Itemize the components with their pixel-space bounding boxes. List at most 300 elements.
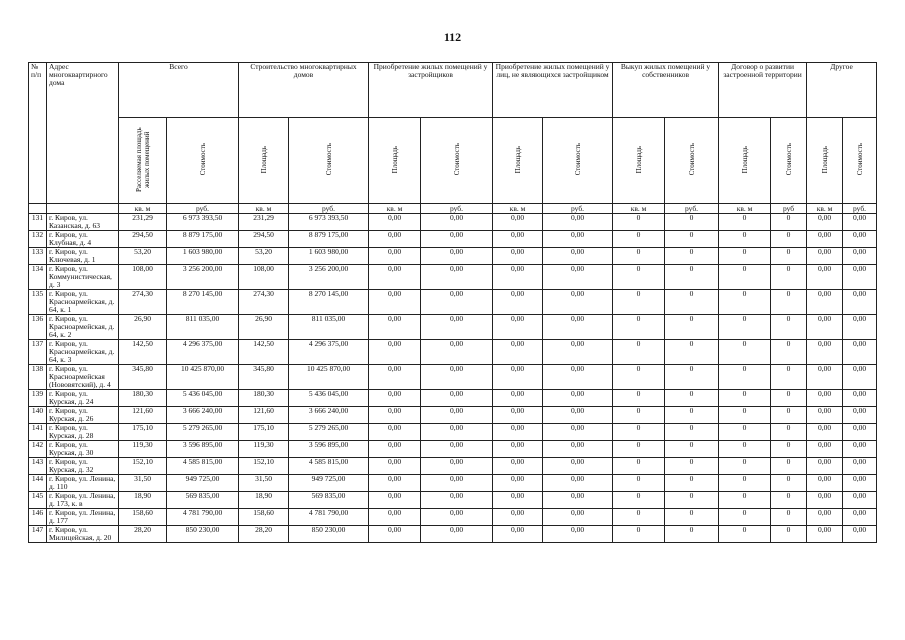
row-value-cell: 0,00 <box>543 424 613 441</box>
row-value-cell: 0 <box>771 315 807 340</box>
page-number: 112 <box>443 30 462 44</box>
row-value-cell: 108,00 <box>119 265 167 290</box>
row-number: 144 <box>29 475 47 492</box>
unit-cell: руб. <box>665 204 719 214</box>
row-value-cell: 0,00 <box>843 458 877 475</box>
row-value-cell: 175,10 <box>239 424 289 441</box>
row-value-cell: 0,00 <box>807 441 843 458</box>
row-value-cell: 0,00 <box>843 475 877 492</box>
row-value-cell: 31,50 <box>119 475 167 492</box>
row-value-cell: 0,00 <box>843 290 877 315</box>
row-value-cell: 0,00 <box>543 407 613 424</box>
row-value-cell: 0,00 <box>807 365 843 390</box>
units-row <box>29 204 877 214</box>
row-value-cell: 231,29 <box>239 214 289 231</box>
row-value-cell: 0 <box>771 407 807 424</box>
row-value-cell: 0,00 <box>493 407 543 424</box>
row-value-cell: 3 596 895,00 <box>167 441 239 458</box>
row-value-cell: 119,30 <box>239 441 289 458</box>
row-value-cell: 0 <box>719 365 771 390</box>
row-value-cell: 158,60 <box>239 509 289 526</box>
row-value-cell: 0,00 <box>493 340 543 365</box>
row-value-cell: 0 <box>665 315 719 340</box>
row-value-cell: 10 425 870,00 <box>167 365 239 390</box>
row-value-cell: 850 230,00 <box>289 526 369 543</box>
header-total: Всего <box>119 63 239 118</box>
header-address: Адрес многоквартирного дома <box>47 63 119 204</box>
row-value-cell: 180,30 <box>119 390 167 407</box>
row-value-cell: 28,20 <box>239 526 289 543</box>
row-value-cell: 0,00 <box>807 407 843 424</box>
row-address: г. Киров, ул. Ключевая, д. 1 <box>47 248 119 265</box>
row-value-cell: 31,50 <box>239 475 289 492</box>
row-value-cell: 0,00 <box>807 340 843 365</box>
row-value-cell: 0 <box>719 526 771 543</box>
table-row <box>29 248 877 265</box>
row-value-cell: 0 <box>613 475 665 492</box>
subheader-cost: Стоимость <box>665 118 719 204</box>
header-purchase-non-developers: Приобретение жилых помещений у лиц, не являющихся застройщиком <box>493 63 613 118</box>
row-value-cell: 0 <box>719 315 771 340</box>
row-value-cell: 345,80 <box>119 365 167 390</box>
row-value-cell: 180,30 <box>239 390 289 407</box>
unit-cell: кв. м <box>493 204 543 214</box>
row-value-cell: 1 603 980,00 <box>289 248 369 265</box>
row-value-cell: 0,00 <box>807 390 843 407</box>
row-value-cell: 0,00 <box>369 231 421 248</box>
row-value-cell: 8 270 145,00 <box>289 290 369 315</box>
row-value-cell: 0,00 <box>421 475 493 492</box>
row-value-cell: 6 973 393,50 <box>289 214 369 231</box>
row-value-cell: 0 <box>719 248 771 265</box>
row-value-cell: 0 <box>771 458 807 475</box>
row-value-cell: 0 <box>665 407 719 424</box>
table-row <box>29 424 877 441</box>
subheader-cost: Стоимость <box>167 118 239 204</box>
unit-cell: руб. <box>421 204 493 214</box>
row-value-cell: 18,90 <box>119 492 167 509</box>
row-value-cell: 294,50 <box>119 231 167 248</box>
row-value-cell: 0,00 <box>543 526 613 543</box>
subheader-cost: Стоимость <box>421 118 493 204</box>
table-row <box>29 315 877 340</box>
row-value-cell: 0,00 <box>369 441 421 458</box>
unit-cell: кв. м <box>119 204 167 214</box>
row-value-cell: 0,00 <box>421 365 493 390</box>
row-value-cell: 0 <box>665 214 719 231</box>
row-value-cell: 0 <box>613 407 665 424</box>
row-value-cell: 0,00 <box>421 492 493 509</box>
row-value-cell: 0,00 <box>421 315 493 340</box>
subheader-area: Площадь <box>807 118 843 204</box>
row-value-cell: 0,00 <box>493 290 543 315</box>
row-value-cell: 152,10 <box>239 458 289 475</box>
row-value-cell: 0,00 <box>807 526 843 543</box>
table-row <box>29 365 877 390</box>
row-value-cell: 0,00 <box>369 424 421 441</box>
row-value-cell: 0,00 <box>543 231 613 248</box>
table-row <box>29 214 877 231</box>
row-address: г. Киров, ул. Коммунистическая, д. 3 <box>47 265 119 290</box>
unit-cell: кв. м <box>613 204 665 214</box>
row-value-cell: 0,00 <box>493 231 543 248</box>
table-row <box>29 265 877 290</box>
row-value-cell: 0,00 <box>843 390 877 407</box>
row-value-cell: 0 <box>665 492 719 509</box>
table-body <box>29 214 877 543</box>
header-construction: Строительство многоквартирных домов <box>239 63 369 118</box>
row-value-cell: 0,00 <box>369 265 421 290</box>
row-value-cell: 0,00 <box>843 265 877 290</box>
row-address: г. Киров, ул. Клубная, д. 4 <box>47 231 119 248</box>
row-value-cell: 8 879 175,00 <box>289 231 369 248</box>
row-value-cell: 0,00 <box>843 365 877 390</box>
row-address: г. Киров, ул. Курская, д. 28 <box>47 424 119 441</box>
row-value-cell: 0,00 <box>807 248 843 265</box>
row-value-cell: 0 <box>613 492 665 509</box>
row-value-cell: 0,00 <box>369 509 421 526</box>
row-value-cell: 811 035,00 <box>289 315 369 340</box>
row-value-cell: 0,00 <box>421 265 493 290</box>
table-row <box>29 526 877 543</box>
row-value-cell: 0,00 <box>543 492 613 509</box>
row-value-cell: 0 <box>665 248 719 265</box>
row-number: 138 <box>29 365 47 390</box>
row-value-cell: 0,00 <box>807 509 843 526</box>
unit-cell: кв. м <box>239 204 289 214</box>
header-num: № п/п <box>29 63 47 204</box>
row-value-cell: 0,00 <box>421 290 493 315</box>
row-address: г. Киров, ул. Ленина, д. 110 <box>47 475 119 492</box>
row-value-cell: 0 <box>771 509 807 526</box>
row-value-cell: 0,00 <box>493 315 543 340</box>
row-value-cell: 0,00 <box>543 248 613 265</box>
row-value-cell: 0,00 <box>421 390 493 407</box>
row-value-cell: 0,00 <box>807 458 843 475</box>
row-value-cell: 0,00 <box>369 475 421 492</box>
row-value-cell: 0,00 <box>421 526 493 543</box>
row-value-cell: 0,00 <box>843 492 877 509</box>
row-value-cell: 175,10 <box>119 424 167 441</box>
row-value-cell: 0 <box>665 340 719 365</box>
unit-cell: руб. <box>167 204 239 214</box>
row-value-cell: 0,00 <box>369 458 421 475</box>
row-value-cell: 0,00 <box>543 458 613 475</box>
row-value-cell: 0,00 <box>493 509 543 526</box>
row-value-cell: 0,00 <box>843 509 877 526</box>
table-row <box>29 475 877 492</box>
row-value-cell: 0 <box>613 441 665 458</box>
row-value-cell: 0 <box>665 458 719 475</box>
row-value-cell: 294,50 <box>239 231 289 248</box>
row-value-cell: 0,00 <box>369 248 421 265</box>
row-address: г. Киров, ул. Курская, д. 26 <box>47 407 119 424</box>
row-value-cell: 0,00 <box>493 248 543 265</box>
table-row <box>29 390 877 407</box>
unit-cell: руб. <box>543 204 613 214</box>
row-value-cell: 0,00 <box>843 214 877 231</box>
subheader-cost: Стоимость <box>543 118 613 204</box>
row-value-cell: 5 279 265,00 <box>167 424 239 441</box>
row-value-cell: 0 <box>771 231 807 248</box>
row-value-cell: 0,00 <box>493 526 543 543</box>
row-value-cell: 0,00 <box>807 290 843 315</box>
row-value-cell: 0 <box>613 390 665 407</box>
row-value-cell: 0 <box>665 509 719 526</box>
row-value-cell: 0,00 <box>369 365 421 390</box>
subheader-area: Площадь <box>369 118 421 204</box>
table-row <box>29 492 877 509</box>
row-address: г. Киров, ул. Красноармейская, д. 64, к. 1 <box>47 290 119 315</box>
row-value-cell: 0 <box>719 214 771 231</box>
subheader-area: Площадь <box>493 118 543 204</box>
row-value-cell: 0 <box>613 526 665 543</box>
row-value-cell: 0,00 <box>543 365 613 390</box>
row-value-cell: 0,00 <box>843 315 877 340</box>
row-number: 143 <box>29 458 47 475</box>
row-value-cell: 0,00 <box>493 265 543 290</box>
row-value-cell: 108,00 <box>239 265 289 290</box>
subheader-cost: Стоимость <box>289 118 369 204</box>
row-value-cell: 0 <box>719 390 771 407</box>
row-value-cell: 0,00 <box>421 458 493 475</box>
row-value-cell: 0 <box>665 290 719 315</box>
row-value-cell: 0 <box>613 458 665 475</box>
table-row <box>29 231 877 248</box>
row-value-cell: 0 <box>771 365 807 390</box>
row-value-cell: 0 <box>771 475 807 492</box>
row-address: г. Киров, ул. Курская, д. 24 <box>47 390 119 407</box>
row-value-cell: 0,00 <box>369 390 421 407</box>
row-value-cell: 0,00 <box>543 390 613 407</box>
row-value-cell: 0 <box>613 424 665 441</box>
row-address: г. Киров, ул. Ленина, д. 173, к. в <box>47 492 119 509</box>
row-value-cell: 850 230,00 <box>167 526 239 543</box>
row-value-cell: 0,00 <box>369 290 421 315</box>
row-value-cell: 0,00 <box>493 424 543 441</box>
row-value-cell: 0,00 <box>843 424 877 441</box>
row-value-cell: 0 <box>665 365 719 390</box>
row-value-cell: 0,00 <box>493 492 543 509</box>
row-value-cell: 142,50 <box>119 340 167 365</box>
table-row <box>29 509 877 526</box>
row-value-cell: 4 296 375,00 <box>167 340 239 365</box>
row-value-cell: 0 <box>665 265 719 290</box>
row-value-cell: 0,00 <box>543 340 613 365</box>
row-value-cell: 0,00 <box>369 315 421 340</box>
row-value-cell: 8 270 145,00 <box>167 290 239 315</box>
row-value-cell: 0,00 <box>807 265 843 290</box>
row-value-cell: 4 781 790,00 <box>289 509 369 526</box>
row-value-cell: 0,00 <box>543 475 613 492</box>
row-value-cell: 6 973 393,50 <box>167 214 239 231</box>
row-value-cell: 0,00 <box>843 248 877 265</box>
row-value-cell: 28,20 <box>119 526 167 543</box>
header-other: Другое <box>807 63 877 118</box>
row-value-cell: 0,00 <box>369 407 421 424</box>
subheader-area: Площадь <box>719 118 771 204</box>
row-value-cell: 0,00 <box>493 214 543 231</box>
table-row <box>29 458 877 475</box>
row-value-cell: 0,00 <box>807 214 843 231</box>
row-value-cell: 0 <box>719 441 771 458</box>
row-value-cell: 0,00 <box>493 475 543 492</box>
row-value-cell: 0 <box>719 424 771 441</box>
row-value-cell: 0 <box>665 390 719 407</box>
row-value-cell: 274,30 <box>119 290 167 315</box>
row-value-cell: 0 <box>665 424 719 441</box>
row-value-cell: 231,29 <box>119 214 167 231</box>
row-value-cell: 4 296 375,00 <box>289 340 369 365</box>
resettlement-table <box>28 62 877 543</box>
unit-cell: руб. <box>289 204 369 214</box>
row-value-cell: 18,90 <box>239 492 289 509</box>
unit-cell: руб. <box>843 204 877 214</box>
row-value-cell: 0,00 <box>369 492 421 509</box>
row-value-cell: 26,90 <box>239 315 289 340</box>
row-number: 134 <box>29 265 47 290</box>
row-value-cell: 0,00 <box>421 424 493 441</box>
row-value-cell: 949 725,00 <box>289 475 369 492</box>
row-value-cell: 0,00 <box>807 231 843 248</box>
row-value-cell: 4 585 815,00 <box>289 458 369 475</box>
row-value-cell: 0 <box>719 265 771 290</box>
row-value-cell: 0,00 <box>807 492 843 509</box>
row-number: 133 <box>29 248 47 265</box>
row-value-cell: 0,00 <box>421 231 493 248</box>
row-number: 145 <box>29 492 47 509</box>
row-value-cell: 0 <box>665 526 719 543</box>
row-value-cell: 0 <box>613 265 665 290</box>
row-value-cell: 0,00 <box>843 526 877 543</box>
row-number: 137 <box>29 340 47 365</box>
row-value-cell: 0,00 <box>543 509 613 526</box>
row-value-cell: 10 425 870,00 <box>289 365 369 390</box>
row-value-cell: 0,00 <box>543 214 613 231</box>
row-value-cell: 0 <box>719 231 771 248</box>
row-value-cell: 0 <box>613 365 665 390</box>
row-address: г. Киров, ул. Курская, д. 32 <box>47 458 119 475</box>
header-development-contract: Договор о развитии застроенной территории <box>719 63 807 118</box>
row-value-cell: 0 <box>719 340 771 365</box>
row-value-cell: 0 <box>771 526 807 543</box>
row-value-cell: 0 <box>613 340 665 365</box>
row-value-cell: 811 035,00 <box>167 315 239 340</box>
row-address: г. Киров, ул. Курская, д. 30 <box>47 441 119 458</box>
row-value-cell: 26,90 <box>119 315 167 340</box>
row-value-cell: 0,00 <box>543 441 613 458</box>
row-value-cell: 3 666 240,00 <box>167 407 239 424</box>
row-value-cell: 0 <box>719 475 771 492</box>
row-value-cell: 0,00 <box>369 526 421 543</box>
subheader-settled-area: Расселяемая площадь жилых помещений <box>119 118 167 204</box>
row-address: г. Киров, ул. Красноармейская, д. 64, к. 2 <box>47 315 119 340</box>
row-number: 135 <box>29 290 47 315</box>
row-value-cell: 0,00 <box>421 407 493 424</box>
row-value-cell: 3 666 240,00 <box>289 407 369 424</box>
row-value-cell: 5 436 045,00 <box>167 390 239 407</box>
row-value-cell: 0 <box>613 290 665 315</box>
row-value-cell: 4 585 815,00 <box>167 458 239 475</box>
row-value-cell: 569 835,00 <box>289 492 369 509</box>
row-value-cell: 3 596 895,00 <box>289 441 369 458</box>
row-value-cell: 8 879 175,00 <box>167 231 239 248</box>
row-number: 131 <box>29 214 47 231</box>
row-value-cell: 0 <box>771 290 807 315</box>
row-value-cell: 0 <box>613 214 665 231</box>
row-value-cell: 119,30 <box>119 441 167 458</box>
row-value-cell: 158,60 <box>119 509 167 526</box>
row-value-cell: 0 <box>665 231 719 248</box>
row-value-cell: 0 <box>719 407 771 424</box>
row-value-cell: 0 <box>613 248 665 265</box>
row-value-cell: 0 <box>771 492 807 509</box>
row-address: г. Киров, ул. Казанская, д. 63 <box>47 214 119 231</box>
row-value-cell: 152,10 <box>119 458 167 475</box>
row-value-cell: 569 835,00 <box>167 492 239 509</box>
row-value-cell: 0,00 <box>543 265 613 290</box>
header-buyout-owners: Выкуп жилых помещений у собственников <box>613 63 719 118</box>
row-value-cell: 0,00 <box>843 340 877 365</box>
row-value-cell: 0,00 <box>421 509 493 526</box>
row-value-cell: 0 <box>613 315 665 340</box>
row-value-cell: 0,00 <box>421 214 493 231</box>
row-number: 139 <box>29 390 47 407</box>
row-address: г. Киров, ул. Милицейская, д. 20 <box>47 526 119 543</box>
row-number: 141 <box>29 424 47 441</box>
table-row <box>29 441 877 458</box>
row-address: г. Киров, ул. Ленина, д. 177 <box>47 509 119 526</box>
row-value-cell: 1 603 980,00 <box>167 248 239 265</box>
row-value-cell: 53,20 <box>239 248 289 265</box>
row-value-cell: 0 <box>771 265 807 290</box>
row-value-cell: 53,20 <box>119 248 167 265</box>
row-value-cell: 0,00 <box>493 390 543 407</box>
row-value-cell: 0,00 <box>493 458 543 475</box>
subheader-cost: Стоимость <box>843 118 877 204</box>
row-value-cell: 0 <box>613 509 665 526</box>
subheader-area: Площадь <box>613 118 665 204</box>
row-value-cell: 0 <box>771 214 807 231</box>
table-row <box>29 407 877 424</box>
row-value-cell: 0,00 <box>807 475 843 492</box>
row-value-cell: 0 <box>719 458 771 475</box>
row-value-cell: 121,60 <box>239 407 289 424</box>
row-value-cell: 0 <box>771 424 807 441</box>
row-address: г. Киров, ул. Красноармейская (Нововятский), д. 4 <box>47 365 119 390</box>
row-value-cell: 0,00 <box>843 407 877 424</box>
row-value-cell: 142,50 <box>239 340 289 365</box>
row-number: 140 <box>29 407 47 424</box>
row-value-cell: 0 <box>665 475 719 492</box>
row-value-cell: 0,00 <box>421 340 493 365</box>
row-value-cell: 0,00 <box>843 441 877 458</box>
row-value-cell: 0 <box>771 340 807 365</box>
row-value-cell: 0 <box>771 441 807 458</box>
row-value-cell: 0,00 <box>807 424 843 441</box>
row-value-cell: 3 256 200,00 <box>289 265 369 290</box>
unit-cell: кв. м <box>369 204 421 214</box>
row-address: г. Киров, ул. Красноармейская, д. 64, к. 3 <box>47 340 119 365</box>
row-number: 132 <box>29 231 47 248</box>
row-value-cell: 0,00 <box>807 315 843 340</box>
row-value-cell: 0 <box>719 492 771 509</box>
table-row <box>29 290 877 315</box>
row-number: 136 <box>29 315 47 340</box>
row-value-cell: 5 436 045,00 <box>289 390 369 407</box>
row-value-cell: 0 <box>719 509 771 526</box>
row-value-cell: 0,00 <box>421 441 493 458</box>
